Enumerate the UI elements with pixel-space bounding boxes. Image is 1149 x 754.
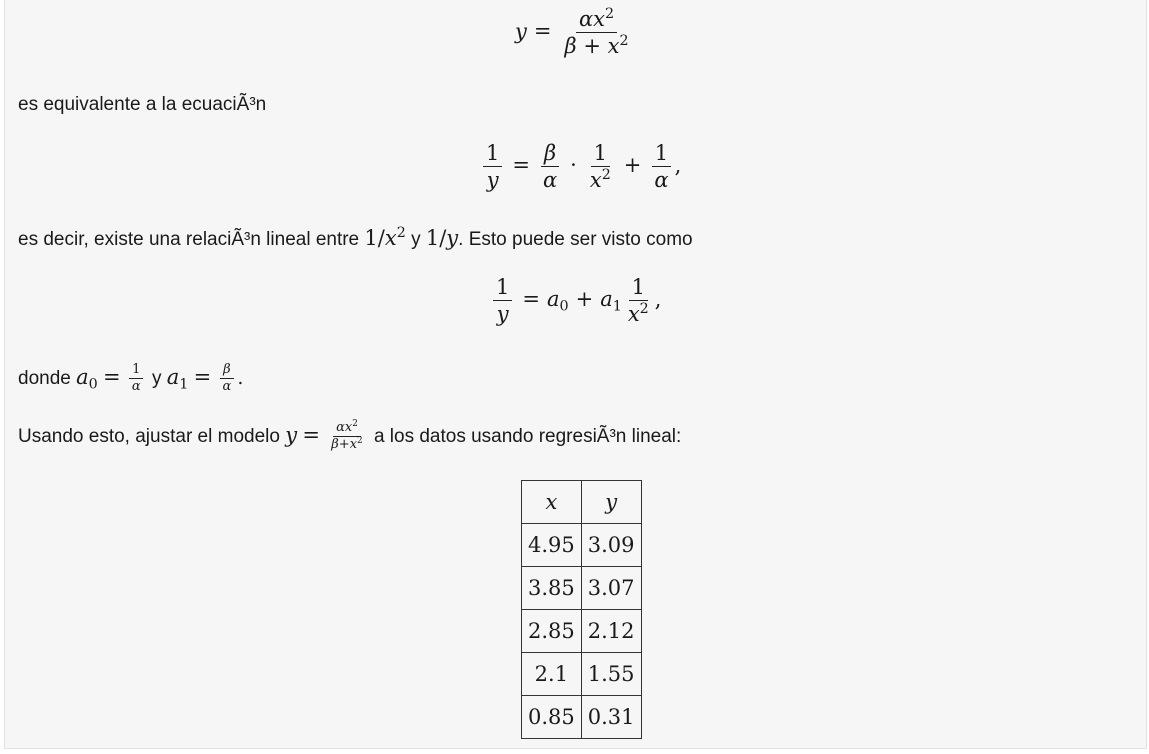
equation-linearized: $\frac{1}{y}$ = $\frac{\beta}{\alpha}$ · $\frac{1}{x^2}$ + $\frac{1}{\alpha}$ ,	[480, 140, 681, 194]
table-cell-y: 0.31	[581, 696, 641, 739]
equation-linear-form: $\frac{1}{y}$ = $a_0 + a_1$ $\frac{1}{x^2}$ ,	[490, 274, 661, 328]
table-cell-x: 3.85	[522, 567, 582, 610]
table-row	[522, 653, 642, 696]
table-row	[522, 524, 642, 567]
table-cell-x: 0.85	[522, 696, 582, 739]
text-segment: Usando esto, ajustar el modelo	[18, 425, 280, 447]
text-segment: a los datos usando regresiÃ³n lineal:	[373, 425, 682, 447]
table-cell-x: 2.85	[522, 610, 582, 653]
text-segment: . Esto puede ser visto como	[458, 229, 693, 250]
table-cell-y: 3.09	[581, 524, 641, 567]
paragraph-coefficients: donde $a_0$ = $\frac{1}{\alpha}$ y $a_1$ = $\frac{\beta}{\alpha}$ .	[18, 362, 244, 395]
table-cell-y: 1.55	[581, 653, 641, 696]
table-cell-x: 4.95	[522, 524, 582, 567]
table-header-x: x	[522, 481, 582, 524]
table-row	[522, 696, 642, 739]
text-segment: y	[151, 367, 162, 389]
equation-model: y = $\frac{\alpha x^2}{\beta + x^2}$	[515, 6, 629, 59]
table-header-y: y	[581, 481, 641, 524]
paragraph-linear-relation: es decir, existe una relaciÃ³n lineal entre $1/x^2$ y 1/y. Esto puede ser visto como	[18, 225, 693, 250]
paragraph-equivalent: es equivalente a la ecuaciÃ³n	[18, 94, 267, 115]
text-segment: es decir, existe una relaciÃ³n lineal entre	[18, 229, 360, 250]
table-row	[522, 610, 642, 653]
table-header-row	[522, 481, 642, 524]
table-cell-y: 2.12	[581, 610, 641, 653]
data-table	[521, 480, 642, 739]
table-cell-y: 3.07	[581, 567, 641, 610]
text-segment: donde	[18, 367, 71, 389]
table-row	[522, 567, 642, 610]
table-cell-x: 2.1	[522, 653, 582, 696]
paragraph-fit-instructions: Usando esto, ajustar el modelo y = $\frac{\alpha x^2}{\beta+x^2}$ a los datos usando regresiÃ³n lineal:	[18, 419, 682, 453]
text-segment: y	[411, 229, 421, 250]
